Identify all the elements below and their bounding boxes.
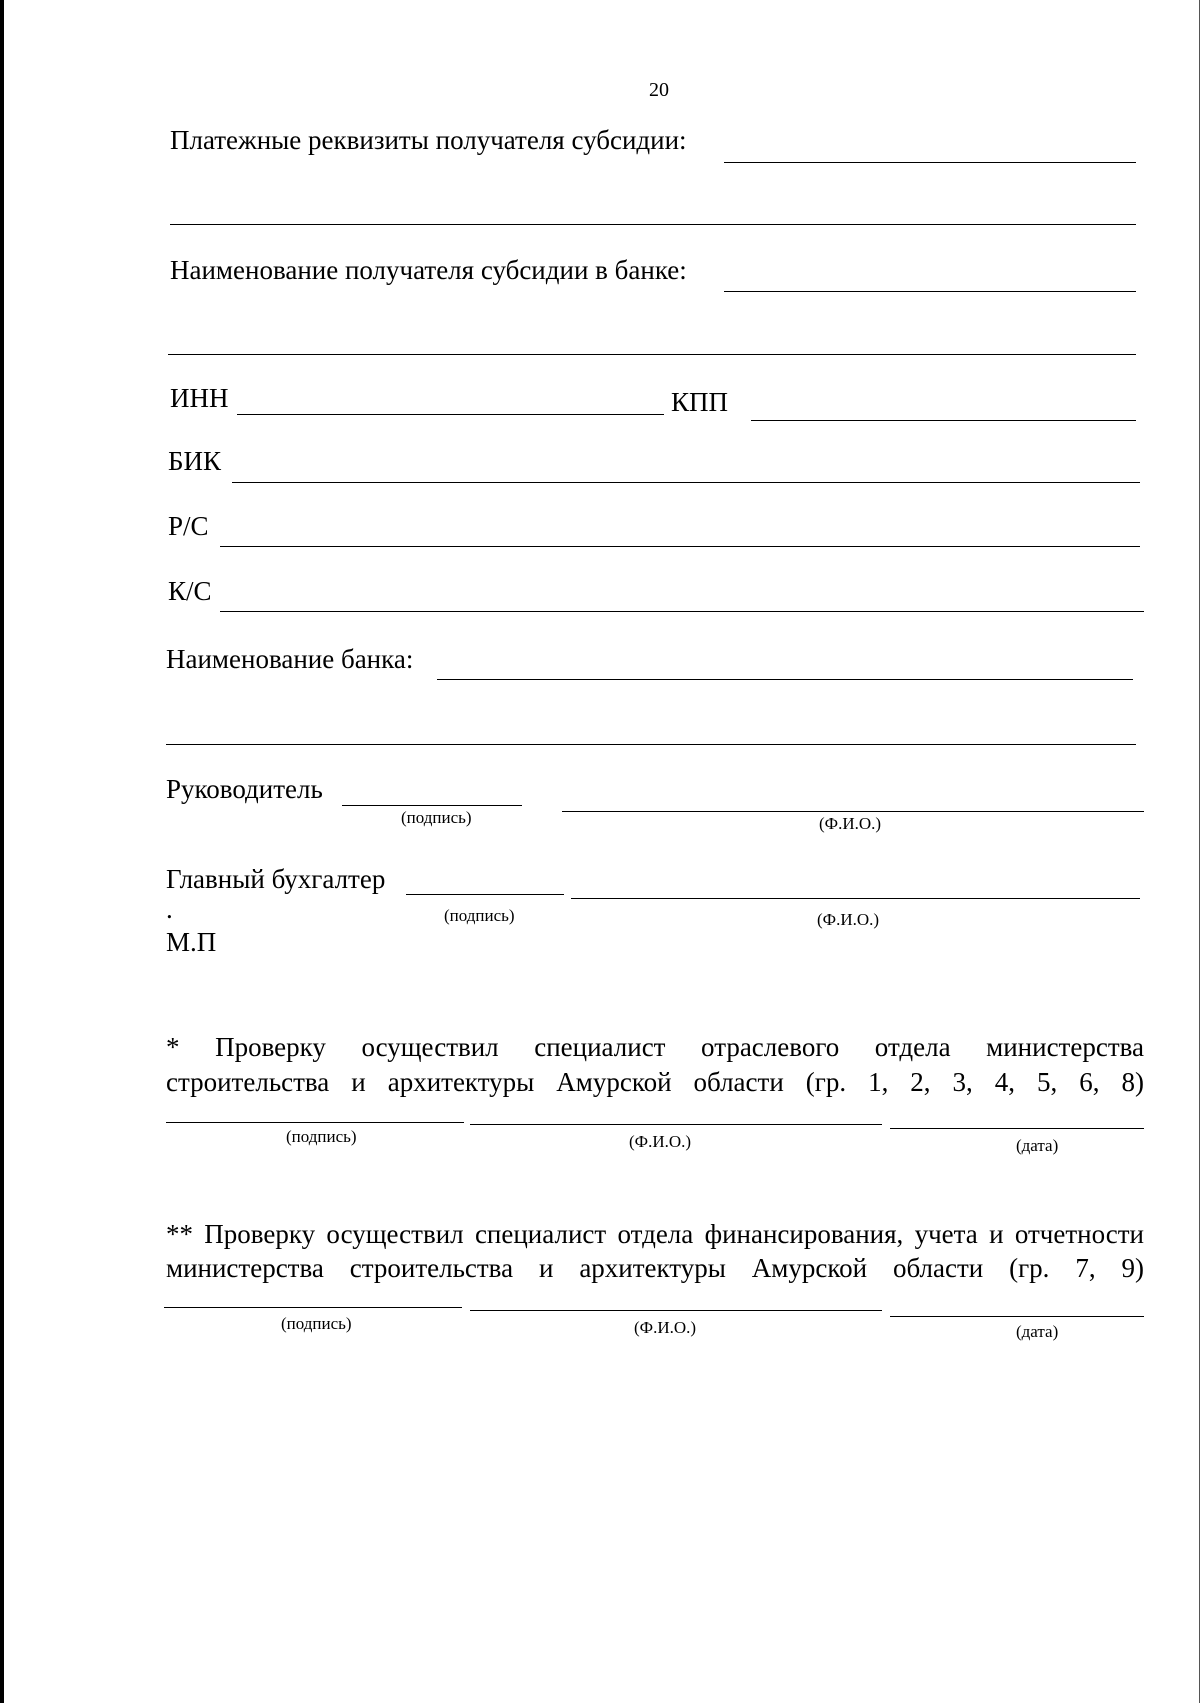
head-name-line[interactable]: [562, 811, 1144, 812]
check1-line-1: * Проверку осуществил специалист отраслевого отдела министерства: [166, 1032, 1144, 1062]
bik-label: БИК: [168, 446, 222, 476]
chief-accountant-name-line[interactable]: [571, 898, 1140, 899]
check2-date-line[interactable]: [890, 1316, 1144, 1317]
rs-label: Р/С: [168, 511, 209, 541]
check2-signature-line[interactable]: [164, 1307, 462, 1308]
check1-name-line[interactable]: [470, 1124, 882, 1125]
payment-details-label: Платежные реквизиты получателя субсидии:: [170, 125, 687, 155]
chief-accountant-dot: .: [166, 894, 173, 924]
check1-name-caption: (Ф.И.О.): [629, 1132, 692, 1151]
ks-label: К/С: [168, 576, 212, 606]
bik-field-line[interactable]: [232, 482, 1140, 483]
bank-name-label: Наименование банка:: [166, 644, 414, 674]
scan-edge-left: [0, 0, 4, 1703]
bank-recipient-name-field-line-2[interactable]: [168, 354, 1136, 355]
rs-field-line[interactable]: [220, 546, 1140, 547]
check2-line-1: ** Проверку осуществил специалист отдела финансирования, учета и отчетности: [166, 1219, 1144, 1249]
check2-signature-caption: (подпись): [281, 1314, 352, 1333]
check2-name-caption: (Ф.И.О.): [634, 1318, 697, 1337]
bank-name-field-line-2[interactable]: [166, 744, 1136, 745]
check2-date-caption: (дата): [1016, 1322, 1059, 1341]
chief-accountant-label: Главный бухгалтер: [166, 864, 386, 894]
head-signature-caption: (подпись): [401, 808, 472, 827]
kpp-label: КПП: [671, 387, 729, 417]
check2-name-line[interactable]: [470, 1310, 882, 1311]
bank-recipient-name-label: Наименование получателя субсидии в банке:: [170, 255, 687, 285]
chief-accountant-signature-caption: (подпись): [444, 906, 515, 925]
check2-line-2: министерства строительства и архитектуры Амурской области (гр. 7, 9): [166, 1253, 1144, 1283]
chief-accountant-name-caption: (Ф.И.О.): [817, 910, 880, 929]
check1-signature-caption: (подпись): [286, 1127, 357, 1146]
bank-recipient-name-field-line[interactable]: [724, 291, 1136, 292]
ks-field-line[interactable]: [220, 611, 1144, 612]
head-signature-line[interactable]: [342, 805, 522, 806]
check1-date-line[interactable]: [890, 1128, 1144, 1129]
chief-accountant-signature-line[interactable]: [406, 894, 564, 895]
check1-signature-line[interactable]: [166, 1122, 464, 1123]
payment-details-field-line-2[interactable]: [170, 224, 1136, 225]
check1-date-caption: (дата): [1016, 1136, 1059, 1155]
kpp-field-line[interactable]: [751, 420, 1136, 421]
head-name-caption: (Ф.И.О.): [819, 814, 882, 833]
page-number: 20: [649, 79, 669, 101]
inn-field-line[interactable]: [237, 414, 664, 415]
check1-line-2: строительства и архитектуры Амурской области (гр. 1, 2, 3, 4, 5, 6, 8): [166, 1067, 1144, 1097]
head-label: Руководитель: [166, 774, 323, 804]
bank-name-field-line[interactable]: [437, 679, 1133, 680]
inn-label: ИНН: [170, 383, 229, 413]
stamp-label: М.П: [166, 927, 217, 957]
payment-details-field-line[interactable]: [724, 162, 1136, 163]
